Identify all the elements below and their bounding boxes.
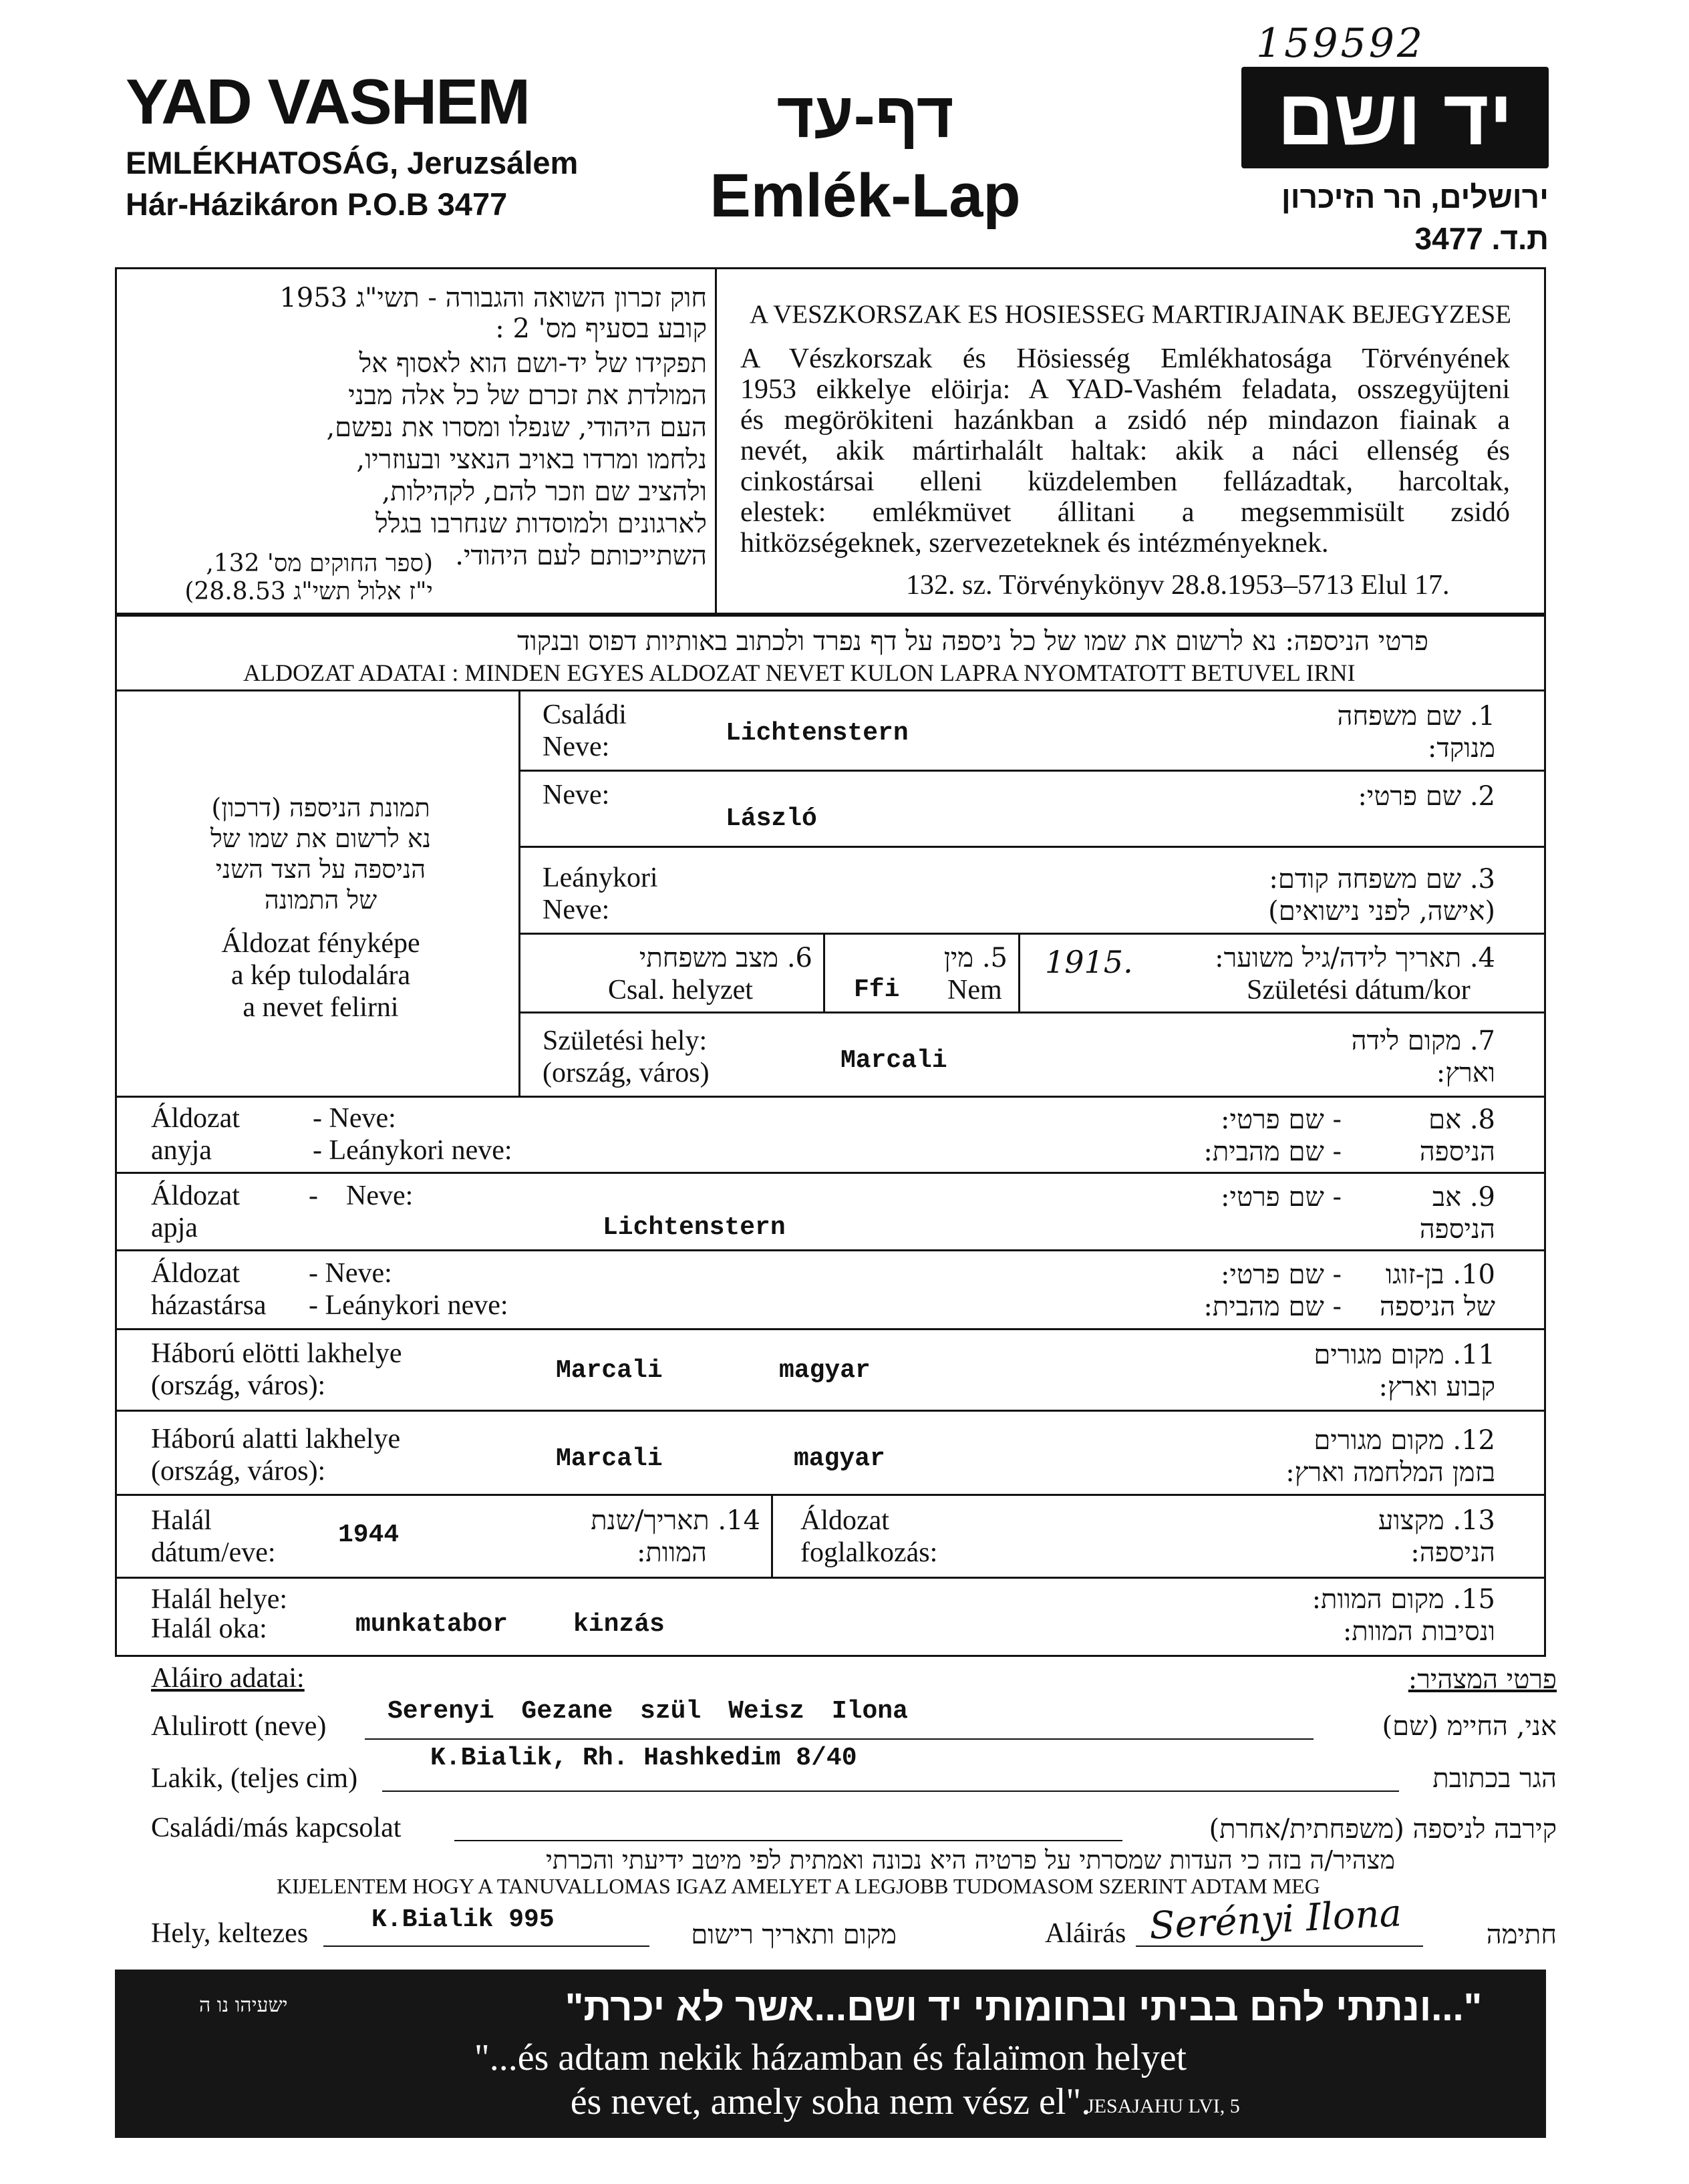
f2-label-heb: 2. שם פרטי: [1358, 781, 1495, 812]
underline [323, 1945, 649, 1947]
place-date-label: Hely, keltezes [151, 1918, 309, 1949]
logo-block [1241, 67, 1549, 168]
f11-label-hu: Háború elötti lakhelye [151, 1338, 402, 1369]
f13-label-hu: Áldozat [800, 1505, 889, 1536]
wartime-country-value[interactable]: magyar [794, 1444, 885, 1473]
f2-label-hu: Neve: [543, 780, 610, 810]
f1-label-hu: Családi [543, 699, 627, 730]
f15-label-hu-2: Halál oka: [151, 1613, 267, 1644]
f7-label-hu-2: (ország, város) [543, 1058, 710, 1088]
submitter-name-value[interactable]: Serenyi Gezane szül Weisz Ilona [388, 1697, 908, 1726]
gender-value[interactable]: Ffi [854, 975, 900, 1004]
f3-label-heb: 3. שם משפחה קודם: [1269, 864, 1495, 895]
f11-label-heb: 11. מקום מגורים [1314, 1340, 1495, 1370]
form-title: Emlék-Lap [710, 162, 1021, 230]
family-name-value[interactable]: Lichtenstern [726, 719, 909, 748]
f3-label-hu: Leánykori [543, 863, 658, 893]
rule [115, 1249, 1546, 1251]
prewar-country-value[interactable]: magyar [779, 1356, 871, 1385]
f1-label-hu-2: Neve: [543, 732, 610, 762]
f12-label-hu: Háború alatti lakhelye [151, 1424, 401, 1454]
f10-label-hu-2: házastársa [151, 1290, 267, 1321]
relation-label: Családi/más kapcsolat [151, 1813, 402, 1843]
submitter-title: Aláiro adatai: [151, 1663, 305, 1694]
f5-label-hu: Nem [947, 975, 1002, 1005]
f3-label-hu-2: Neve: [543, 895, 610, 925]
submitter-address-value[interactable]: K.Bialik, Rh. Hashkedim 8/40 [430, 1744, 857, 1772]
f10-label-heb-4: - שם מהבית: [1203, 1291, 1342, 1322]
quote-hu-line-1: "...és adtam nekik házamban és falaïmon helyet [474, 2037, 1187, 2078]
logo-hebrew: יד ושם [1277, 73, 1513, 162]
f14-label-hu: Halál [151, 1505, 212, 1536]
f9-label-heb-2: הניספה [1419, 1214, 1495, 1245]
f1-label-heb: 1. שם משפחה [1337, 701, 1495, 732]
quote-banner [115, 1970, 1546, 2138]
photo-instructions [127, 792, 514, 1024]
photo-heb-line: של התמונה [264, 885, 377, 915]
f10-label-hu: Áldozat [151, 1258, 240, 1289]
hebrew-address-1: ירושלים, הר הזיכרון [1281, 180, 1549, 214]
law-hu-ref: 132. sz. Törvénykönyv 28.8.1953–5713 Elul 17. [906, 570, 1450, 601]
f12-label-heb: 12. מקום מגורים [1314, 1425, 1495, 1456]
f1-label-heb-2: מנוקד: [1427, 733, 1495, 764]
f8-label-heb-2: הניספה [1419, 1136, 1495, 1167]
victim-header-hungarian: ALDOZAT ADATAI : MINDEN EGYES ALDOZAT NEVET KULON LAPRA NYOMTATOTT BETUVEL IRNI [243, 659, 1356, 686]
f10-label-hu-3: - Neve: [309, 1258, 392, 1289]
declaration-hu: KIJELENTEM HOGY A TANUVALLOMAS IGAZ AMELYET A LEGJOBB TUDOMASOM SZERINT ADTAM MEG [277, 1874, 1320, 1898]
birth-place-value[interactable]: Marcali [840, 1046, 947, 1075]
f9-label-hu-3: - Neve: [309, 1181, 414, 1211]
rule [518, 1011, 1546, 1013]
f7-label-hu: Születési hely: [543, 1026, 708, 1056]
place-date-heb: מקום ותאריך רישום [691, 1919, 897, 1950]
f4-label-hu: Születési dátum/kor [1247, 975, 1471, 1005]
rule [1018, 933, 1020, 1011]
f14-label-heb-2: המוות: [636, 1537, 707, 1568]
f8-label-hu-2: anyja [151, 1135, 212, 1166]
form-title-hebrew: דף-עד [776, 80, 954, 151]
f13-label-heb-2: הניספה: [1410, 1537, 1495, 1568]
org-title: YAD VASHEM [126, 66, 530, 138]
rule [115, 689, 1546, 691]
f8-label-heb-3: - שם פרטי: [1221, 1104, 1342, 1135]
photo-hu-line: a kép tulodalára [231, 960, 411, 991]
relation-label-heb: קירבה לניספה (משפחתית/אחרת) [1209, 1814, 1557, 1845]
law-heb-ref-2: י"ז אלול תשי"ג 28.8.53) [184, 578, 433, 605]
law-hu-body-line: 1953 eikkelye elöirja: A YAD-Vashém feladata, osszegyüjteni [740, 374, 1510, 405]
law-hu-body-line: A Vészkorszak és Hösiesség Emlékhatosága Törvényének [740, 343, 1510, 374]
quote-hu-ref: JESAJAHU LVI, 5 [1086, 2095, 1240, 2117]
f6-label-hu: Csal. helyzet [608, 975, 753, 1005]
rule [115, 1410, 1546, 1412]
f11-label-heb-2: קבוע וארץ: [1378, 1372, 1495, 1402]
address-label: Lakik, (teljes cim) [151, 1763, 358, 1794]
wartime-city-value[interactable]: Marcali [556, 1444, 663, 1473]
law-hu-body-line: cinkostársai elleni küzdelemben fellázadtak, harcoltak, [740, 466, 1510, 497]
f8-label-heb-4: - שם מהבית: [1203, 1136, 1342, 1167]
f11-label-hu-2: (ország, város): [151, 1370, 326, 1401]
f4-label-heb: 4. תאריך לידה/גיל משוער: [1215, 943, 1495, 973]
law-hu-body-line: hitközségeknek, szervezeteknek és intézményeknek. [740, 528, 1329, 559]
death-cause-value[interactable]: kinzás [573, 1610, 665, 1639]
law-heb-body-line: לארגונים ולמוסדות שנחרבו בגלל [375, 508, 707, 539]
law-heb-body-line: המולדת את זכרם של כל אלה מבני [348, 380, 707, 411]
photo-heb-line: תמונת הניספה (דרכון) [211, 793, 430, 822]
rule [115, 1096, 1546, 1098]
f15-label-hu: Halál helye: [151, 1584, 288, 1615]
law-heb-body-line: העם היהודי, שנפלו ומסרו את נפשם, [326, 412, 707, 443]
f10-label-heb-2: של הניספה [1380, 1291, 1495, 1322]
f8-label-hu-4: - Leánykori neve: [313, 1135, 512, 1166]
f15-label-heb-2: ונסיבות המוות: [1342, 1616, 1495, 1647]
law-heb-body-line: נלחמו ומרדו באויב הנאצי ובעוזריו, [356, 444, 707, 475]
f15-label-heb: 15. מקום המוות: [1312, 1584, 1495, 1615]
f9-label-heb: 9. אב [1432, 1182, 1495, 1213]
rule [115, 1328, 1546, 1330]
f9-label-hu-2: apja [151, 1213, 198, 1243]
birth-date-value[interactable]: 1915. [1045, 944, 1133, 980]
underline [382, 1790, 1399, 1792]
law-hu-title: A VESZKORSZAK ES HOSIESSEG MARTIRJAINAK BEJEGYZESE [750, 300, 1511, 329]
underline [454, 1840, 1122, 1841]
prewar-city-value[interactable]: Marcali [556, 1356, 663, 1385]
death-year-value[interactable]: 1944 [338, 1521, 400, 1549]
law-heb-line-2: קובע בסעיף מס' 2 : [495, 313, 707, 344]
law-heb-line-1: חוק זכרון השואה והגבורה - תשי"ג 1953 [279, 283, 707, 313]
f14-label-hu-2: dátum/eve: [151, 1537, 276, 1568]
f10-label-heb-3: - שם פרטי: [1221, 1259, 1342, 1290]
org-line-1: EMLÉKHATOSÁG, Jeruzsálem [126, 145, 579, 180]
law-hu-body-line: és megörökiteni hazánkban a zsidó nép mindazon fiainak a [740, 405, 1510, 436]
f8-label-heb: 8. אם [1428, 1104, 1495, 1135]
photo-hu-line: a nevet felirni [243, 992, 399, 1023]
law-hu-body-line: nevét, akik mártirhalált haltak: akik a náci ellenség és [740, 436, 1510, 466]
law-heb-body-line: תפקידו של יד-ושם הוא לאסוף אל [359, 348, 707, 379]
f13-label-hu-2: foglalkozás: [800, 1537, 938, 1568]
document-number: 159592 [1256, 20, 1426, 67]
f8-label-hu-3: - Neve: [313, 1103, 396, 1134]
quote-hu-line-2: és nevet, amely soha nem vész el". [570, 2081, 1091, 2123]
signature-label: Aláirás [1045, 1918, 1126, 1949]
f6-label-heb: 6. מצב משפחתי [639, 943, 812, 973]
declaration-heb: מצהיר/ה בזה כי העדות שמסרתי על פרטיה היא נכונה ואמתית לפי מיטב ידיעתי והכרתי [546, 1845, 1395, 1875]
f7-label-heb: 7. מקום לידה [1351, 1026, 1495, 1056]
law-divider [715, 267, 717, 615]
f3-label-heb-2: (אישה, לפני נישואים) [1268, 896, 1495, 927]
photo-divider [518, 689, 520, 1096]
rule [115, 1494, 1546, 1496]
law-heb-ref-1: (ספר החוקים מס' 132, [206, 550, 433, 577]
quote-hebrew-ref: ישעיהו נו ה [199, 1994, 288, 2017]
rule [518, 933, 1546, 935]
underline [365, 1738, 1314, 1740]
signature-heb: חתימה [1486, 1919, 1557, 1950]
law-heb-body-line: השתייכותם לעם היהודי. [455, 540, 707, 571]
law-hu-body [740, 343, 1510, 559]
rule [518, 846, 1546, 848]
law-heb-body-line: ולהציב שם וזכר להם, לקהילות, [381, 476, 707, 507]
f5-label-heb: 5. מין [943, 943, 1008, 973]
signature: Serényi Ilona [1148, 1891, 1403, 1948]
rule [771, 1494, 773, 1577]
f12-label-heb-2: בזמן המלחמה וארץ: [1285, 1457, 1495, 1488]
photo-heb-line: הניספה על הצד השני [215, 854, 426, 884]
f8-label-hu: Áldozat [151, 1103, 240, 1134]
rule [115, 1577, 1546, 1579]
hebrew-address-2: ת.ד. 3477 [1414, 221, 1549, 256]
f10-label-hu-4: - Leánykori neve: [309, 1290, 508, 1321]
place-date-value[interactable]: K.Bialik 995 [371, 1905, 555, 1934]
victim-header-hebrew: פרטי הניספה: נא לרשום את שמו של כל ניספה על דף נפרד ולכתוב באותיות דפוס ובנקוד [517, 626, 1428, 657]
f7-label-heb-2: וארץ: [1436, 1058, 1495, 1088]
rule [115, 1172, 1546, 1174]
rule [518, 770, 1546, 772]
name-label: Alulirott (neve) [151, 1711, 327, 1742]
f10-label-heb: 10. בן-זוגו [1385, 1259, 1495, 1290]
death-place-value[interactable]: munkatabor [355, 1610, 508, 1639]
first-name-value[interactable]: László [726, 804, 817, 833]
submitter-title-heb: פרטי המצהיר: [1408, 1664, 1557, 1695]
quote-hebrew: "...ונתתי להם בביתי ובחומותי יד ושם...אשר לא יכרת" [565, 1986, 1483, 2029]
father-name-value[interactable]: Lichtenstern [603, 1213, 786, 1242]
f14-label-heb: 14. תאריך/שנת [591, 1505, 760, 1536]
f13-label-heb: 13. מקצוע [1378, 1505, 1495, 1536]
f9-label-hu: Áldozat [151, 1181, 240, 1211]
address-label-heb: הגר בכתובת [1432, 1763, 1557, 1794]
f9-label-heb-3: - שם פרטי: [1221, 1182, 1342, 1213]
org-line-2: Hár-Házikáron P.O.B 3477 [126, 186, 508, 222]
photo-hu-line: Áldozat fényképe [221, 928, 420, 959]
f12-label-hu-2: (ország, város): [151, 1456, 326, 1487]
law-hu-body-line: elestek: emlékmüvet állitani a megsemmisült zsidó [740, 497, 1510, 528]
law-heb-body [119, 347, 707, 572]
name-label-heb: אני, החיימ (שם) [1382, 1711, 1557, 1742]
rule [823, 933, 825, 1011]
photo-heb-line: נא לרשום את שמו של [210, 824, 432, 853]
